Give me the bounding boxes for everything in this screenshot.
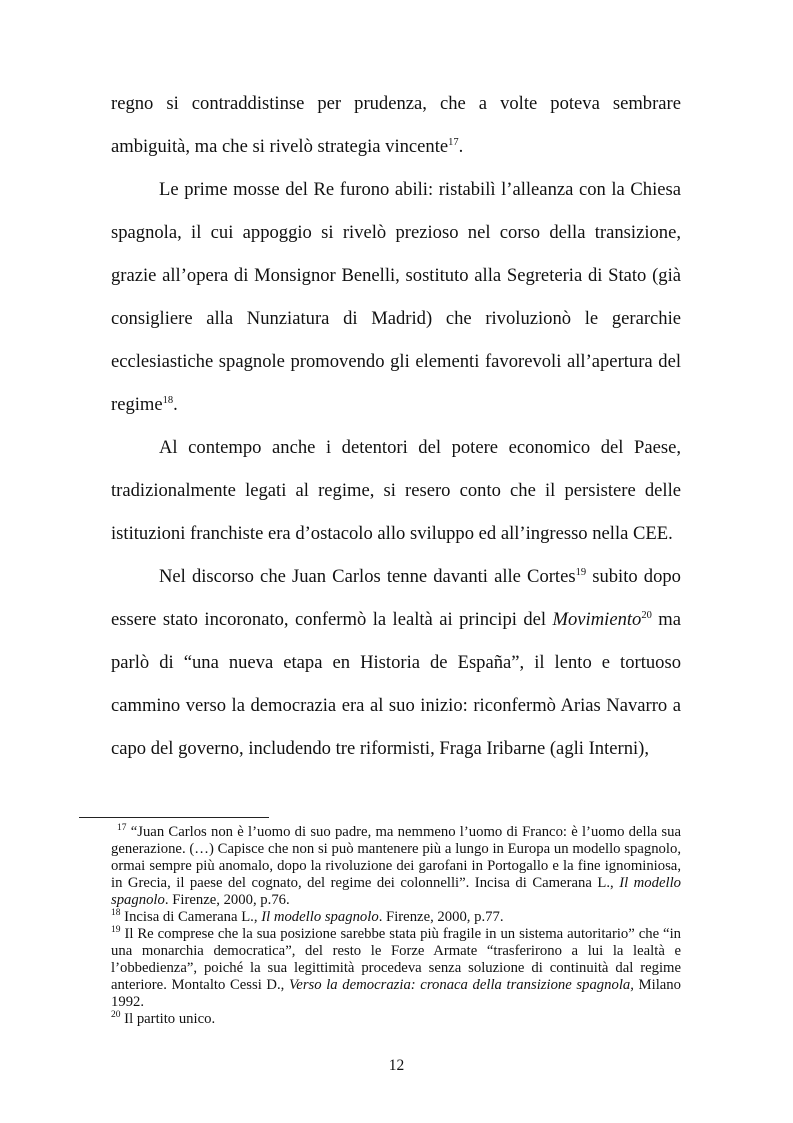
footnote-18: $^{18}$ Incisa di Camerana L., Il modello spagnolo. Firenze, 2000, p.77. [111, 908, 504, 925]
footnotes [111, 824, 681, 1028]
footnote-17: $^{17}$ “Juan Carlos non è l’uomo di suo padre, ma nemmeno l’uomo di Franco: è l’uomo della sua generazione. (…) Capisce che non si può mantenere più a lungo in Europa un modello spagnolo, ormai sempre più anomalo, dopo la rivoluzione dei garofani in Portogallo e la fine ignominiosa, in Grecia, il paese del cognato, del regime dei colonnelli”. Incisa di Camerana L., Il modello spagnolo. Firenze, 2000, p.76. [111, 823, 681, 908]
paragraph-2: Le prime mosse del Re furono abili: ristabilì l’alleanza con la Chiesa spagnola, il cui appoggio si rivelò prezioso nel corso della transizione, grazie all’opera di Monsignor Benelli, sostituto alla Segreteria di Stato (già consigliere alla Nunziatura di Madrid) che rivoluzionò le gerarchie ecclesiastiche spagnole promovendo gli elementi favorevoli all’apertura del regime$^{18}$. [111, 179, 681, 415]
body-text [111, 82, 681, 770]
footnote-ref-18[interactable]: 18 [162, 395, 174, 406]
footnote-divider [79, 817, 269, 818]
footnote-number: 18 [111, 908, 121, 918]
page-number: 12 [388, 1057, 405, 1074]
footnote-number: 20 [111, 1010, 121, 1020]
footnote-number: 19 [111, 925, 121, 935]
footnote-ref-17[interactable]: 17 [448, 137, 459, 148]
paragraph-3: Al contempo anche i detentori del potere economico del Paese, tradizionalmente legati al regime, si resero conto che il persistere delle istituzioni franchiste era d’ostacolo allo sviluppo ed all’ingresso nella CEE. [111, 437, 681, 544]
footnote-number: 17 [117, 823, 127, 833]
paragraph-1: regno si contraddistinse per prudenza, che a volte poteva sembrare ambiguità, ma che si rivelò strategia vincente$^{17}$. [111, 93, 681, 157]
footnote-ref-20[interactable]: 20 [641, 610, 652, 621]
footnote-ref-19[interactable]: 19 [575, 567, 587, 578]
paragraph-4: Nel discorso che Juan Carlos tenne davanti alle Cortes$^{19}$ subito dopo essere stato incoronato, confermò la lealtà ai principi del Movimiento$^{20}$ ma parlò di “una nueva etapa en Historia de España”, il lento e tortuoso cammino verso la democrazia era al suo inizio: riconfermò Arias Navarro a capo del governo, includendo tre riformisti, Fraga Iribarne (agli Interni), [111, 566, 681, 759]
italic-term: Movimiento [552, 609, 642, 630]
footnote-19: $^{19}$ Il Re comprese che la sua posizione sarebbe stata più fragile in un sistema autoritario” che “in una monarchia democratica”, del resto le Forze Armate “trasferirono a lui la lealtà e l’obbedienza”, poiché la sua legittimità procedeva senza soluzione di continuità dal regime anteriore. Montalto Cessi D., Verso la democrazia: cronaca della transizione spagnola, Milano 1992. [111, 925, 681, 1010]
footnote-20: $^{20}$ Il partito unico. [111, 1010, 216, 1027]
